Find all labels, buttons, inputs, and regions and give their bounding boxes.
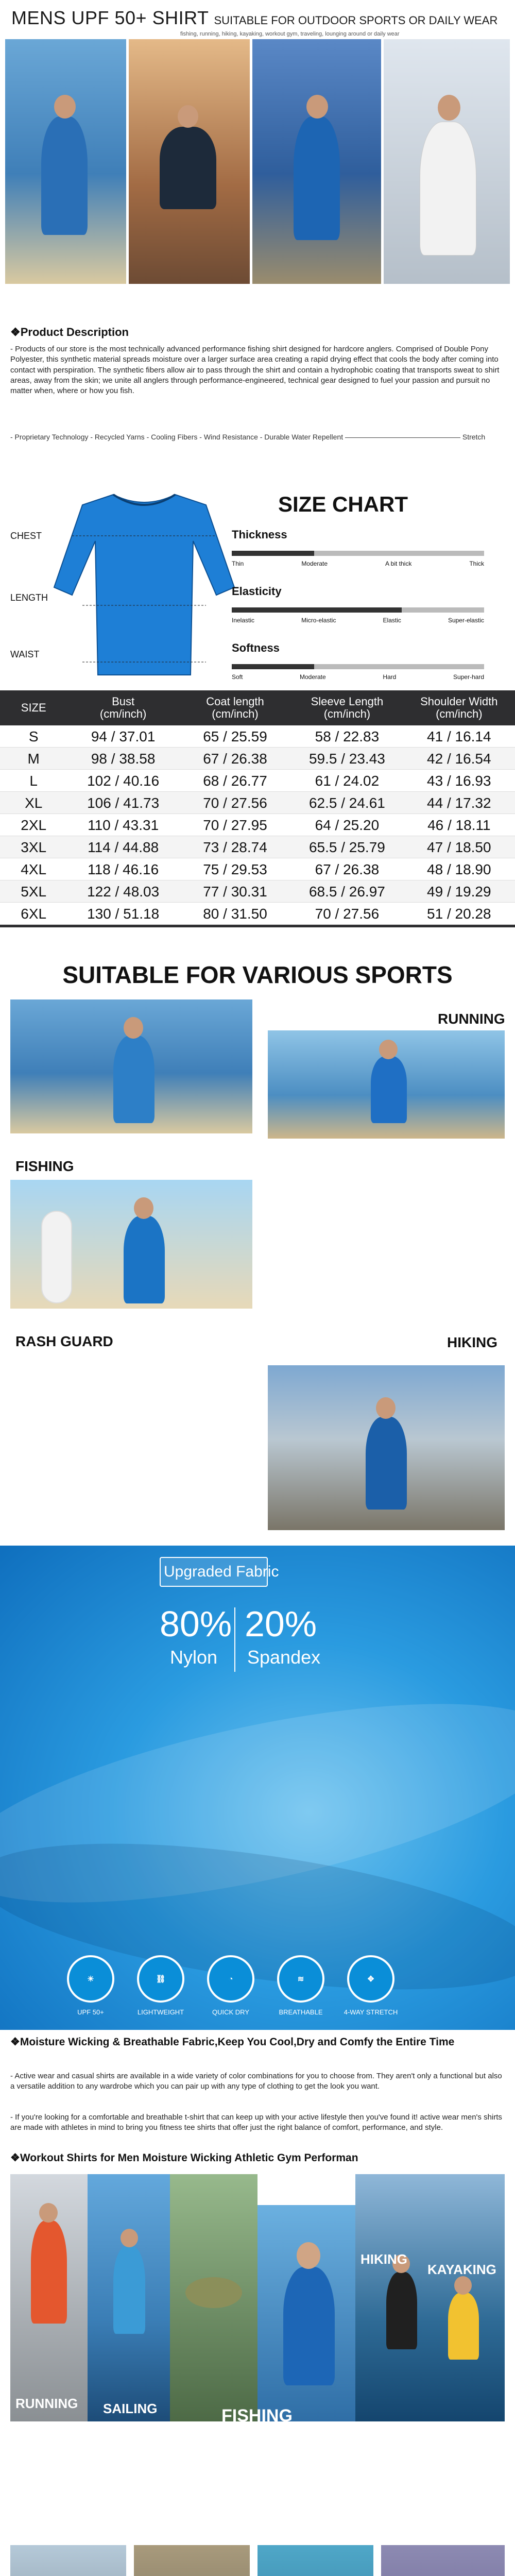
fabric-section <box>0 1546 515 2030</box>
shirt-illustration <box>52 484 237 680</box>
size-table-column: Shoulder Width (cm/inch) <box>420 694 498 720</box>
table-cell: 6XL <box>21 906 47 922</box>
breathable-badge: ≋ <box>277 1955 324 2003</box>
table-cell: 67 / 26.38 <box>315 861 380 877</box>
table-cell: 65.5 / 25.79 <box>308 839 385 855</box>
table-cell: 58 / 22.83 <box>315 728 380 744</box>
softness-options <box>232 673 484 681</box>
moisture-paragraph-1: - Active wear and casual shirts are available in a wide variety of color combinations for you to choose from. They aren't only a functional but also a versatile addition to any wardrobe which you can pair up with any type of clothing to get the look you want. <box>10 2072 502 2091</box>
upf-badge-label: UPF 50+ <box>77 2008 104 2016</box>
lightweight-badge: ⛓ <box>137 1955 184 2003</box>
shirt-diagram <box>10 474 237 680</box>
product-features-line: - Proprietary Technology - Recycled Yarns - Cooling Fibers - Wind Resistance - Durable Water Repellent ———————————————— Stretch <box>10 433 486 441</box>
elasticity-scale <box>232 585 500 631</box>
softness-scale <box>232 641 500 688</box>
label-hiking: HIKING <box>447 1334 497 1350</box>
size-table-column: Coat length (cm/inch) <box>206 694 264 720</box>
table-cell: 77 / 30.31 <box>203 884 267 900</box>
table-cell: 70 / 27.56 <box>203 795 267 811</box>
sports-title: SUITABLE FOR VARIOUS SPORTS <box>62 961 453 988</box>
table-cell: 49 / 19.29 <box>427 884 491 900</box>
softness-option: Soft <box>232 673 243 681</box>
table-cell: S <box>28 728 39 744</box>
label-collage-hiking: HIKING <box>360 2251 407 2267</box>
size-table-body <box>0 725 515 925</box>
thickness-scale <box>232 528 500 574</box>
nylon-label: Nylon <box>170 1647 218 1668</box>
activity-tile-surfing <box>258 2545 373 2576</box>
table-cell: 5XL <box>21 884 47 900</box>
table-cell: 130 / 51.18 <box>87 906 160 922</box>
label-collage-fishing: FISHING <box>221 2406 293 2426</box>
collage-photo-boat <box>88 2174 170 2421</box>
table-cell: 68 / 26.77 <box>203 773 267 789</box>
table-row <box>0 725 515 748</box>
table-cell: L <box>29 773 38 789</box>
label-collage-sailing: SAILING <box>103 2401 158 2416</box>
table-row <box>0 792 515 814</box>
table-cell: 51 / 20.28 <box>427 906 491 922</box>
table-cell: 114 / 44.88 <box>88 839 159 855</box>
table-cell: 70 / 27.56 <box>315 906 380 922</box>
label-collage-running: RUNNING <box>15 2396 78 2411</box>
size-table-column: SIZE <box>21 701 46 714</box>
table-row <box>0 814 515 836</box>
table-cell: 59.5 / 23.43 <box>308 751 385 767</box>
workout-heading: ❖Workout Shirts for Men Moisture Wicking Athletic Gym Performan <box>10 2152 358 2164</box>
elasticity-option: Elastic <box>383 617 401 624</box>
activity-tile-biking <box>10 2545 126 2576</box>
spandex-label: Spandex <box>247 1647 321 1668</box>
chest-label: CHEST <box>10 531 42 541</box>
table-cell: 41 / 16.14 <box>427 728 491 744</box>
table-cell: 47 / 18.50 <box>427 839 491 855</box>
header <box>0 0 515 31</box>
table-cell: 102 / 40.16 <box>87 773 160 789</box>
breathable-badge-label: BREATHABLE <box>279 2008 323 2016</box>
softness-option: Hard <box>383 673 397 681</box>
table-cell: 67 / 26.38 <box>203 751 267 767</box>
size-table-column: Bust (cm/inch) <box>99 694 147 720</box>
table-row <box>0 748 515 770</box>
table-cell: 98 / 38.58 <box>91 751 156 767</box>
thickness-bar-fill <box>232 551 314 556</box>
sport-photo-rash-guard <box>10 1180 252 1309</box>
upf-badge: ☀ <box>67 1955 114 2003</box>
table-cell: 122 / 48.03 <box>87 884 160 900</box>
table-cell: 61 / 24.02 <box>315 773 380 789</box>
table-cell: 4XL <box>21 861 47 877</box>
quick-dry-badge: ◔ <box>207 1955 254 2003</box>
hero-photo-hiking <box>252 39 381 284</box>
nylon-percent: 80% <box>160 1604 232 1644</box>
thickness-option: Moderate <box>301 560 328 567</box>
collage-photo-kayak <box>355 2174 505 2421</box>
workout-collage <box>10 2174 505 2530</box>
table-row <box>0 903 515 925</box>
table-cell: 70 / 27.95 <box>203 817 267 833</box>
softness-title: Softness <box>232 641 280 654</box>
sport-photo-fishing <box>10 999 252 1133</box>
thickness-option: A bit thick <box>385 560 412 567</box>
table-cell: 42 / 16.54 <box>427 751 491 767</box>
hero-photo-running <box>129 39 250 284</box>
label-rash-guard: RASH GUARD <box>15 1333 113 1349</box>
label-collage-kayaking: KAYAKING <box>427 2262 496 2277</box>
size-table-header <box>0 690 515 725</box>
fabric-title: Upgraded Fabric <box>164 1563 279 1580</box>
table-cell: 80 / 31.50 <box>203 906 267 922</box>
spandex-percent: 20% <box>245 1604 317 1644</box>
table-cell: 62.5 / 24.61 <box>308 795 385 811</box>
elasticity-option: Inelastic <box>232 617 255 624</box>
table-cell: 44 / 17.32 <box>427 795 491 811</box>
quick-dry-badge-label: QUICK DRY <box>212 2008 249 2016</box>
table-cell: 2XL <box>21 817 47 833</box>
table-row <box>0 858 515 880</box>
table-cell: 73 / 28.74 <box>203 839 267 855</box>
hero-photo-fishing <box>5 39 126 284</box>
table-cell: XL <box>25 795 43 811</box>
collage-photo-fisherman <box>258 2205 355 2421</box>
softness-bar-fill <box>232 664 314 669</box>
activity-tile-hiking <box>134 2545 250 2576</box>
moisture-paragraph-2: - If you're looking for a comfortable and breathable t-shirt that can keep up with your active lifestyle then you've found it! active wear men's shirts are made with athletes in mind to bring you fitness tee shirts that offer just the right balance of comfort, performance, and style. <box>10 2113 502 2132</box>
stretch-badge: ✥ <box>347 1955 394 2003</box>
moisture-heading: ❖Moisture Wicking & Breathable Fabric,Keep You Cool,Dry and Comfy the Entire Time <box>10 2036 455 2048</box>
fabric-divider <box>234 1607 235 1672</box>
sport-photo-hiking-bg <box>268 1365 505 1530</box>
elasticity-option: Micro-elastic <box>301 617 336 624</box>
table-cell: 65 / 25.59 <box>203 728 267 744</box>
table-cell: 3XL <box>21 839 47 855</box>
table-row <box>0 770 515 792</box>
size-table-column: Sleeve Length (cm/inch) <box>311 694 384 720</box>
elasticity-option: Super-elastic <box>448 617 484 624</box>
softness-option: Moderate <box>299 673 326 681</box>
label-fishing: FISHING <box>15 1158 74 1174</box>
table-cell: 46 / 18.11 <box>427 817 491 833</box>
stretch-badge-label: 4-WAY STRETCH <box>344 2008 398 2016</box>
table-cell: 43 / 16.93 <box>427 773 491 789</box>
lightweight-badge-label: LIGHTWEIGHT <box>137 2008 184 2016</box>
elasticity-title: Elasticity <box>232 585 282 598</box>
length-label: LENGTH <box>10 592 48 603</box>
softness-option: Super-hard <box>453 673 484 681</box>
product-description-body: - Products of our store is the most technically advanced performance fishing shirt designed for hardcore anglers. Comprised of Double Pony Polyester, this synthetic material spreads moisture over a larger surface area creating a rapid drying effect that cools the body after coming into contact with perspiration. The synthetic fibers allow air to pass through the shirt and contain a hydrophobic coating that transports sweat to shirt areas, away from the skin; we unite all anglers through performance-engineered, technical gear designed to fuel your passion and pursuit no matter when, where or how you fish. <box>10 345 500 395</box>
waist-label: WAIST <box>10 649 40 659</box>
label-running: RUNNING <box>438 1011 505 1027</box>
sport-photo-running <box>268 1030 505 1139</box>
table-cell: 110 / 43.31 <box>88 817 159 833</box>
table-cell: 64 / 25.20 <box>315 817 380 833</box>
header-title: MENS UPF 50+ SHIRT <box>11 7 209 28</box>
collage-photo-fish <box>170 2174 258 2421</box>
table-row <box>0 880 515 903</box>
thickness-option: Thick <box>469 560 484 567</box>
product-description-heading: ❖Product Description <box>10 326 129 338</box>
header-tagline: fishing, running, hiking, kayaking, workout gym, traveling, lounging around or daily wear <box>180 31 400 37</box>
table-cell: M <box>27 751 40 767</box>
table-row <box>0 836 515 858</box>
thickness-options <box>232 560 484 567</box>
size-chart-title: SIZE CHART <box>278 492 408 516</box>
elasticity-bar-fill <box>232 607 402 613</box>
table-cell: 94 / 37.01 <box>91 728 156 744</box>
elasticity-options <box>232 617 484 624</box>
table-cell: 75 / 29.53 <box>203 861 267 877</box>
table-cell: 48 / 18.90 <box>427 861 491 877</box>
table-cell: 68.5 / 26.97 <box>308 884 385 900</box>
header-subtitle: SUITABLE FOR OUTDOOR SPORTS OR DAILY WEAR <box>214 14 498 27</box>
hero-photo-casual <box>384 39 510 284</box>
size-table <box>0 690 515 927</box>
thickness-option: Thin <box>232 560 244 567</box>
table-cell: 118 / 46.16 <box>88 861 159 877</box>
collage-photo-runner <box>10 2174 88 2421</box>
activity-tile-fishing <box>381 2545 505 2576</box>
thickness-title: Thickness <box>232 528 287 541</box>
table-cell: 106 / 41.73 <box>87 795 160 811</box>
